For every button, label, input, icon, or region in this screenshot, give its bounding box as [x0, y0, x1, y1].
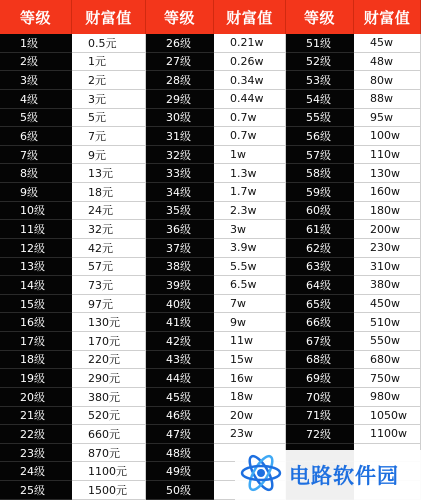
wealth-cell: 380元 [72, 388, 146, 407]
level-cell: 16级 [0, 313, 72, 332]
level-cell: 31级 [146, 127, 214, 146]
header-level-3: 等级 [286, 0, 354, 34]
wealth-cell: 73元 [72, 276, 146, 295]
level-cell: 49级 [146, 462, 214, 481]
level-cell: 59级 [286, 183, 354, 202]
wealth-cell: 7w [214, 295, 286, 314]
level-cell: 11级 [0, 220, 72, 239]
level-cell: 6级 [0, 127, 72, 146]
level-cell: 63级 [286, 258, 354, 277]
level-cell: 43级 [146, 351, 214, 370]
level-cell: 9级 [0, 183, 72, 202]
level-cell: 67级 [286, 332, 354, 351]
level-cell: 23级 [0, 444, 72, 463]
level-cell: 20级 [0, 388, 72, 407]
level-cell: 26级 [146, 34, 214, 53]
wealth-cell: 130元 [72, 313, 146, 332]
level-cell: 21级 [0, 407, 72, 426]
level-cell: 34级 [146, 183, 214, 202]
level-cell: 3级 [0, 71, 72, 90]
level-cell: 46级 [146, 407, 214, 426]
wealth-cell: 80w [354, 71, 421, 90]
level-cell: 5级 [0, 109, 72, 128]
wealth-cell: 13元 [72, 164, 146, 183]
wealth-cell: 23w [214, 425, 286, 444]
watermark-text: 电路软件园 [289, 464, 399, 488]
level-cell: 50级 [146, 481, 214, 500]
wealth-cell: 1050w [354, 407, 421, 426]
wealth-cell: 180w [354, 202, 421, 221]
wealth-cell: 3.9w [214, 239, 286, 258]
level-cell: 29级 [146, 90, 214, 109]
wealth-cell: 6.5w [214, 276, 286, 295]
wealth-cell: 57元 [72, 258, 146, 277]
level-cell: 28级 [146, 71, 214, 90]
level-cell: 52级 [286, 53, 354, 72]
level-cell: 12级 [0, 239, 72, 258]
wealth-cell: 200w [354, 220, 421, 239]
wealth-cell: 220元 [72, 351, 146, 370]
wealth-cell: 16w [214, 369, 286, 388]
level-cell: 69级 [286, 369, 354, 388]
wealth-cell: 1100w [354, 425, 421, 444]
level-cell: 47级 [146, 425, 214, 444]
level-cell: 14级 [0, 276, 72, 295]
wealth-cell: 24元 [72, 202, 146, 221]
level-cell: 41级 [146, 313, 214, 332]
wealth-cell: 5元 [72, 109, 146, 128]
wealth-cell: 2.3w [214, 202, 286, 221]
level-cell: 56级 [286, 127, 354, 146]
level-cell: 30级 [146, 109, 214, 128]
level-cell: 4级 [0, 90, 72, 109]
wealth-cell: 750w [354, 369, 421, 388]
level-cell: 53级 [286, 71, 354, 90]
wealth-cell: 380w [354, 276, 421, 295]
wealth-cell: 20w [214, 407, 286, 426]
wealth-cell: 5.5w [214, 258, 286, 277]
level-cell: 65级 [286, 295, 354, 314]
watermark [235, 450, 421, 500]
wealth-cell: 42元 [72, 239, 146, 258]
wealth-cell: 9w [214, 313, 286, 332]
wealth-cell: 32元 [72, 220, 146, 239]
header-level-1: 等级 [0, 0, 72, 34]
level-cell: 1级 [0, 34, 72, 53]
wealth-cell: 1500元 [72, 481, 146, 500]
wealth-cell: 0.7w [214, 127, 286, 146]
level-cell: 42级 [146, 332, 214, 351]
level-cell: 22级 [0, 425, 72, 444]
wealth-cell: 7元 [72, 127, 146, 146]
level-cell: 54级 [286, 90, 354, 109]
wealth-cell: 510w [354, 313, 421, 332]
level-cell: 58级 [286, 164, 354, 183]
level-cell: 37级 [146, 239, 214, 258]
level-cell: 2级 [0, 53, 72, 72]
wealth-cell: 520元 [72, 407, 146, 426]
level-cell: 15级 [0, 295, 72, 314]
level-cell: 36级 [146, 220, 214, 239]
wealth-cell: 18元 [72, 183, 146, 202]
wealth-cell: 0.21w [214, 34, 286, 53]
level-cell: 24级 [0, 462, 72, 481]
wealth-cell: 680w [354, 351, 421, 370]
wealth-cell: 48w [354, 53, 421, 72]
level-cell: 72级 [286, 425, 354, 444]
wealth-cell: 230w [354, 239, 421, 258]
wealth-cell: 1.7w [214, 183, 286, 202]
wealth-cell: 88w [354, 90, 421, 109]
level-cell: 13级 [0, 258, 72, 277]
wealth-cell: 3元 [72, 90, 146, 109]
wealth-cell: 97元 [72, 295, 146, 314]
level-cell: 32级 [146, 146, 214, 165]
circuit-logo-icon [239, 451, 283, 499]
wealth-cell: 3w [214, 220, 286, 239]
level-cell: 55级 [286, 109, 354, 128]
wealth-cell: 1元 [72, 53, 146, 72]
level-cell: 19级 [0, 369, 72, 388]
level-cell: 18级 [0, 351, 72, 370]
wealth-cell: 0.5元 [72, 34, 146, 53]
level-cell: 64级 [286, 276, 354, 295]
header-wealth-3: 财富值 [354, 0, 421, 34]
header-wealth-1: 财富值 [72, 0, 146, 34]
level-cell: 25级 [0, 481, 72, 500]
wealth-cell: 170元 [72, 332, 146, 351]
wealth-cell: 550w [354, 332, 421, 351]
level-cell: 60级 [286, 202, 354, 221]
header-wealth-2: 财富值 [214, 0, 286, 34]
level-cell: 71级 [286, 407, 354, 426]
wealth-cell: 1100元 [72, 462, 146, 481]
level-cell: 27级 [146, 53, 214, 72]
level-cell: 8级 [0, 164, 72, 183]
level-cell: 70级 [286, 388, 354, 407]
wealth-cell: 110w [354, 146, 421, 165]
level-cell: 44级 [146, 369, 214, 388]
wealth-cell: 100w [354, 127, 421, 146]
wealth-cell: 0.34w [214, 71, 286, 90]
level-cell: 40级 [146, 295, 214, 314]
level-cell: 57级 [286, 146, 354, 165]
wealth-cell: 11w [214, 332, 286, 351]
wealth-cell: 1.3w [214, 164, 286, 183]
level-cell: 62级 [286, 239, 354, 258]
level-cell: 39级 [146, 276, 214, 295]
level-cell: 66级 [286, 313, 354, 332]
level-cell: 45级 [146, 388, 214, 407]
wealth-cell: 310w [354, 258, 421, 277]
wealth-cell: 660元 [72, 425, 146, 444]
level-cell: 17级 [0, 332, 72, 351]
wealth-cell: 95w [354, 109, 421, 128]
wealth-cell: 160w [354, 183, 421, 202]
level-cell: 48级 [146, 444, 214, 463]
header-level-2: 等级 [146, 0, 214, 34]
wealth-cell: 450w [354, 295, 421, 314]
level-cell: 7级 [0, 146, 72, 165]
wealth-cell: 290元 [72, 369, 146, 388]
level-cell: 61级 [286, 220, 354, 239]
level-cell: 68级 [286, 351, 354, 370]
wealth-cell: 1w [214, 146, 286, 165]
level-cell: 38级 [146, 258, 214, 277]
level-cell: 35级 [146, 202, 214, 221]
wealth-cell: 9元 [72, 146, 146, 165]
level-cell: 51级 [286, 34, 354, 53]
wealth-cell: 15w [214, 351, 286, 370]
wealth-cell: 0.44w [214, 90, 286, 109]
wealth-cell: 130w [354, 164, 421, 183]
wealth-cell: 0.26w [214, 53, 286, 72]
wealth-cell: 870元 [72, 444, 146, 463]
level-cell: 10级 [0, 202, 72, 221]
level-cell: 33级 [146, 164, 214, 183]
wealth-cell: 980w [354, 388, 421, 407]
wealth-cell: 0.7w [214, 109, 286, 128]
wealth-cell: 45w [354, 34, 421, 53]
wealth-cell: 18w [214, 388, 286, 407]
wealth-cell: 2元 [72, 71, 146, 90]
